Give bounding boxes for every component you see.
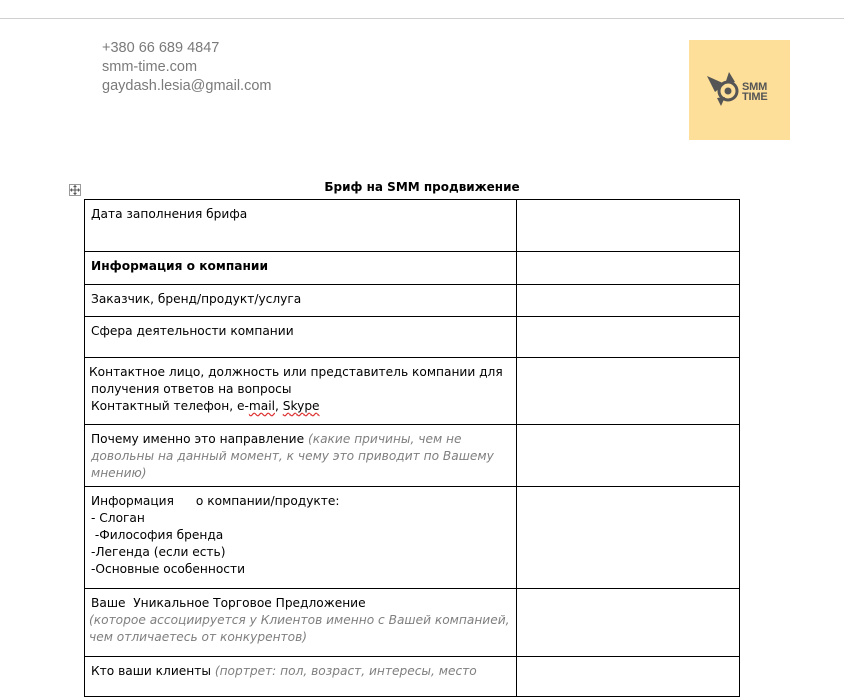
clients-label: Кто ваши клиенты — [91, 664, 215, 678]
fill-date-label: Дата заполнения брифа — [91, 207, 248, 221]
row-label-cell — [85, 657, 517, 697]
contact-phone: +380 66 689 4847 — [102, 40, 220, 56]
company-product-rest: о компании/продукте: — [195, 494, 340, 508]
row-label-cell — [85, 200, 517, 252]
section-header-cell — [85, 252, 517, 285]
company-logo — [689, 40, 790, 140]
contact-person-line2: получения ответов на вопросы — [91, 382, 292, 396]
business-sphere-label: Сфера деятельности компании — [91, 324, 294, 338]
list-item: -Философия бренда — [91, 528, 224, 542]
contact-website: smm-time.com — [102, 59, 198, 75]
why-direction-label: Почему именно это направление — [91, 432, 308, 446]
list-item: -Основные особенности — [91, 562, 246, 576]
company-product-word: Информация — [91, 494, 174, 508]
row-label-cell — [85, 358, 517, 425]
answer-cell[interactable] — [517, 285, 740, 317]
row-label-cell — [85, 317, 517, 358]
client-brand-label: Заказчик, бренд/продукт/услуга — [91, 292, 302, 306]
table-row — [85, 252, 740, 285]
answer-cell[interactable] — [517, 657, 740, 697]
usp-label: Ваше Уникальное Торговое Предложение — [91, 596, 366, 610]
table-row — [85, 358, 740, 425]
table-row — [85, 285, 740, 317]
table-row — [85, 200, 740, 252]
table-row — [85, 317, 740, 358]
answer-cell[interactable] — [517, 425, 740, 487]
answer-cell[interactable] — [517, 589, 740, 657]
logo-wordmark — [742, 82, 767, 102]
table-row — [85, 487, 740, 589]
row-label-cell — [85, 285, 517, 317]
contact-email: gaydash.lesia@gmail.com — [102, 78, 272, 94]
contact-phone-line — [89, 398, 510, 415]
table-row — [85, 589, 740, 657]
contact-person-line1: Контактное лицо, должность или представитель компании для — [89, 365, 503, 379]
why-direction-hint: (какие причины, чем не довольны на данный момент, к чему это приводит по Вашему мнению) — [91, 432, 494, 480]
contact-separator: , — [275, 399, 283, 413]
clients-hint: (портрет: пол, возраст, интересы, место — [214, 664, 477, 678]
page-top-rule — [0, 18, 844, 19]
smm-time-logo-icon — [705, 70, 745, 110]
list-item: -Легенда (если есть) — [91, 545, 226, 559]
mail-word: mail — [248, 399, 275, 413]
brief-table — [84, 199, 740, 697]
answer-cell[interactable] — [517, 317, 740, 358]
table-row — [85, 657, 740, 697]
contact-block — [102, 39, 271, 96]
usp-hint: (которое ассоциируется у Клиентов именно с Вашей компанией, чем отличаетесь от конкурентов) — [89, 613, 510, 644]
row-label-cell — [85, 425, 517, 487]
skype-word: Skype — [282, 399, 320, 413]
company-info-heading: Информация о компании — [91, 259, 269, 273]
table-row — [85, 425, 740, 487]
row-label-cell — [85, 589, 517, 657]
row-label-cell — [85, 487, 517, 589]
logo-text-smm: SMM — [742, 81, 768, 93]
logo-text-time: TIME — [742, 91, 768, 103]
answer-cell[interactable] — [517, 358, 740, 425]
answer-cell[interactable] — [517, 252, 740, 285]
list-item: - Слоган — [91, 511, 145, 525]
contact-phone-prefix: Контактный телефон, e- — [91, 399, 249, 413]
document-title: Бриф на SMM продвижение — [324, 180, 520, 194]
answer-cell[interactable] — [517, 487, 740, 589]
company-product-heading — [91, 493, 510, 510]
answer-cell[interactable] — [517, 200, 740, 252]
